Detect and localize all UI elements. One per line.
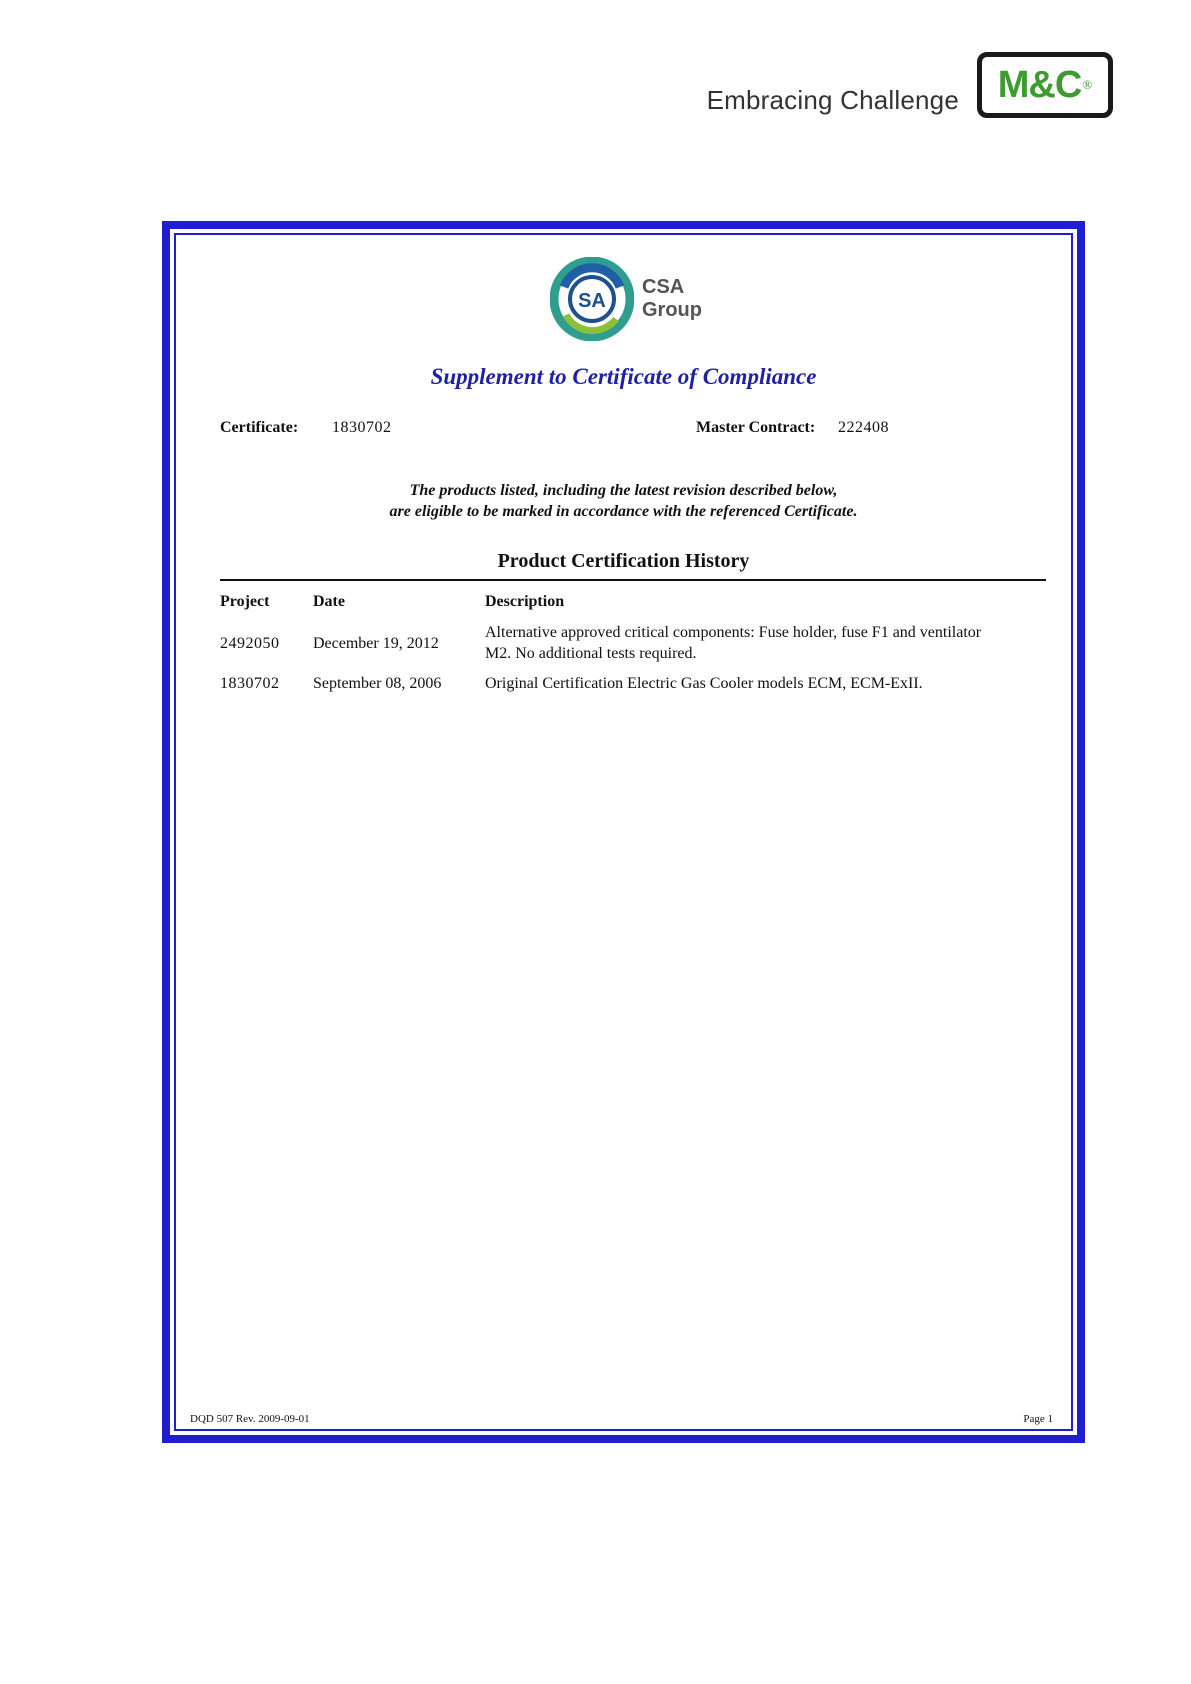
mc-logo bbox=[977, 52, 1113, 118]
column-header-description: Description bbox=[485, 593, 565, 610]
row-2-description: Original Certification Electric Gas Cooler models ECM, ECM-ExII. bbox=[485, 675, 923, 692]
section-title: Product Certification History bbox=[497, 550, 750, 572]
registered-mark: ® bbox=[1082, 77, 1093, 92]
row-1-date: December 19, 2012 bbox=[313, 635, 439, 652]
row-1-description bbox=[485, 622, 1055, 664]
certificate-frame bbox=[162, 221, 1085, 1443]
eligibility-statement bbox=[176, 480, 1071, 522]
certificate-label: Certificate: bbox=[220, 419, 299, 436]
svg-text:SA: SA bbox=[578, 290, 606, 312]
csa-wordmark-line2: Group bbox=[642, 299, 702, 321]
company-tagline: Embracing Challenge bbox=[706, 84, 959, 115]
certificate-inner-border bbox=[174, 233, 1073, 1431]
column-header-project: Project bbox=[220, 593, 270, 610]
page-number: Page 1 bbox=[1023, 1413, 1053, 1425]
document-title: Supplement to Certificate of Compliance bbox=[430, 364, 817, 389]
statement-line-2: are eligible to be marked in accordance with the referenced Certificate. bbox=[389, 503, 858, 520]
master-contract-label: Master Contract: bbox=[696, 419, 816, 436]
row-1-project: 2492050 bbox=[220, 635, 280, 652]
master-contract-number: 222408 bbox=[838, 419, 889, 436]
row-2-date: September 08, 2006 bbox=[313, 675, 442, 692]
certificate-number: 1830702 bbox=[332, 419, 392, 436]
form-reference: DQD 507 Rev. 2009-09-01 bbox=[190, 1413, 310, 1425]
page-header bbox=[707, 52, 1113, 118]
mc-logo-text: M&C bbox=[997, 63, 1082, 106]
csa-wordmark-line1: CSA bbox=[642, 276, 685, 298]
column-header-date: Date bbox=[313, 593, 345, 610]
csa-group-logo bbox=[550, 257, 702, 341]
row-2-project: 1830702 bbox=[220, 675, 280, 692]
csa-emblem-icon bbox=[550, 257, 634, 341]
section-divider bbox=[220, 579, 1046, 581]
row-1-description-line-1: Alternative approved critical components: Fuse holder, fuse F1 and ventilator bbox=[485, 624, 982, 641]
row-1-description-line-2: M2. No additional tests required. bbox=[485, 645, 697, 662]
csa-group-wordmark bbox=[642, 276, 702, 322]
statement-line-1: The products listed, including the latest revision described below, bbox=[409, 482, 838, 499]
